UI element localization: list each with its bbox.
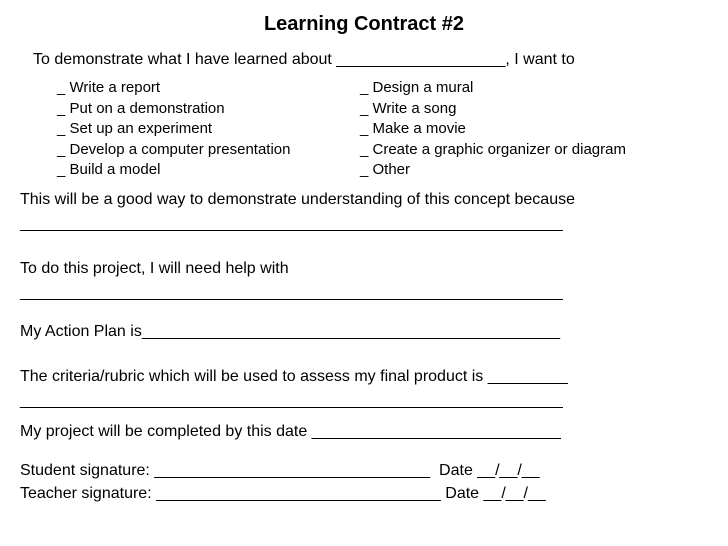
action-plan-line[interactable]: My Action Plan is_______________________________________________ [20, 323, 561, 340]
option-write-report: _ Write a report [57, 79, 161, 96]
need-help-prompt: To do this project, I will need help with [20, 260, 289, 277]
student-signature-line[interactable]: Student signature: _______________________________ Date __/__/__ [20, 462, 540, 479]
good-way-prompt: This will be a good way to demonstrate understanding of this concept because [20, 191, 575, 208]
option-other: _ Other [360, 161, 411, 178]
document-title: Learning Contract #2 [263, 13, 465, 35]
option-graphic-organizer: _ Create a graphic organizer or diagram [360, 140, 626, 158]
good-way-blank[interactable]: _____________________________________________________________ [20, 215, 563, 232]
option-write-song: _ Write a song [360, 99, 457, 117]
option-design-mural: _ Design a mural [360, 79, 474, 96]
teacher-signature-line[interactable]: Teacher signature: ________________________________ Date __/__/__ [20, 485, 546, 502]
option-build-model: _ Build a model [57, 161, 161, 178]
intro-line: To demonstrate what I have learned about ___________________, I want to [33, 51, 575, 68]
option-computer-presentation: _ Develop a computer presentation [57, 140, 291, 158]
completion-date-line[interactable]: My project will be completed by this date ____________________________ [20, 423, 561, 440]
criteria-blank[interactable]: _____________________________________________________________ [20, 392, 563, 409]
option-demonstration: _ Put on a demonstration [57, 99, 225, 117]
criteria-prompt[interactable]: The criteria/rubric which will be used to assess my final product is _________ [20, 368, 568, 385]
option-make-movie: _ Make a movie [360, 120, 466, 137]
need-help-blank[interactable]: _____________________________________________________________ [20, 284, 563, 301]
option-experiment: _ Set up an experiment [57, 120, 213, 137]
